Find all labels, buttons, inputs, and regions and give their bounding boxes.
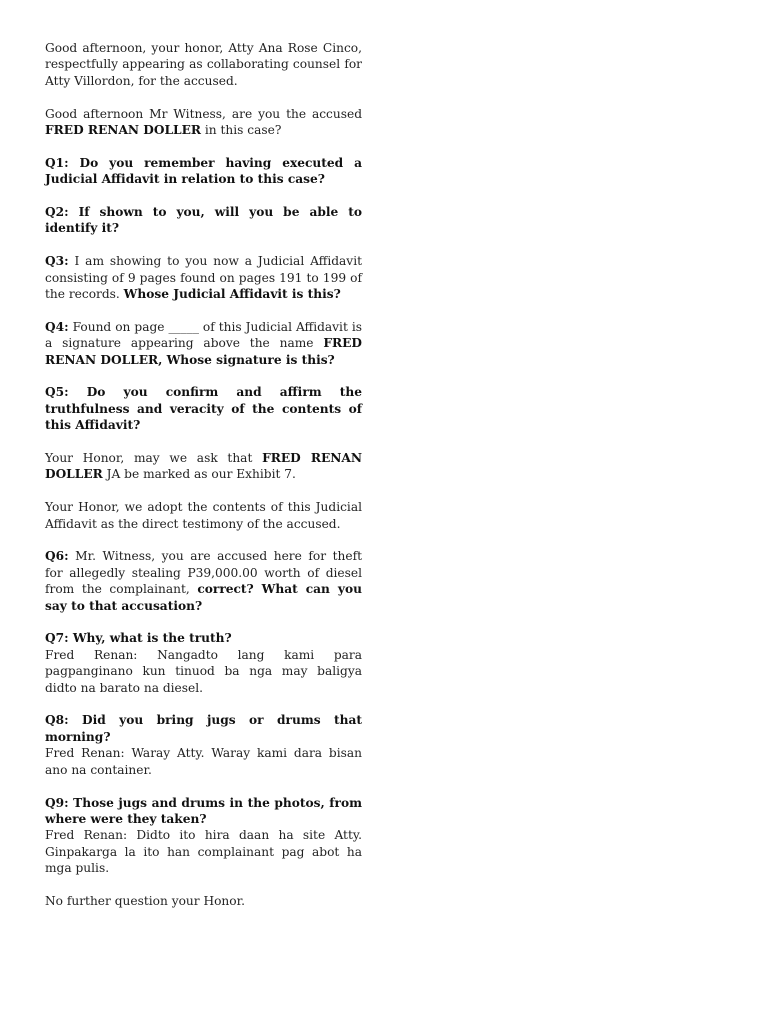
question-9: [45, 795, 362, 877]
question-9-text: Q9: Those jugs and drums in the photos, from where were they taken?: [45, 795, 362, 826]
question-1-text: Q1: Do you remember having executed a Judicial Affidavit in relation to this case?: [45, 155, 362, 187]
answer-8-text: Fred Renan: Waray Atty. Waray kami dara bisan ano na container.: [45, 746, 362, 777]
question-4-text: Found on page _____ of this Judicial Affidavit is a signature appearing above the name: [45, 319, 362, 351]
document-page: [45, 40, 362, 909]
question-3-text: I am showing to you now a Judicial Affidavit consisting of 9 pages found on pages 191 to 199 of the records.: [45, 254, 362, 302]
question-8-text: Q8: Did you bring jugs or drums that morning?: [45, 713, 362, 744]
accused-name: FRED RENAN DOLLER: [45, 123, 202, 138]
closing-text: No further question your Honor.: [45, 893, 245, 908]
adopt-text: Your Honor, we adopt the contents of this Judicial Affidavit as the direct testimony of the accused.: [45, 500, 362, 531]
question-6-label: Q6:: [45, 549, 69, 564]
question-8: [45, 712, 362, 778]
question-5-text: Q5: Do you confirm and affirm the truthfulness and veracity of the contents of this Affidavit?: [45, 385, 362, 433]
question-7: [45, 630, 362, 696]
exhibit-name: FRED RENAN DOLLER: [45, 451, 362, 482]
greeting-text-a: Good afternoon Mr Witness, are you the accused: [45, 106, 362, 121]
witness-greeting: [45, 106, 362, 139]
closing-statement: [45, 893, 362, 909]
opening-text: Good afternoon, your honor, Atty Ana Rose Cinco, respectfully appearing as collaborating counsel for Atty Villordon, for the accused.: [45, 41, 362, 88]
question-3-bold: Whose Judicial Affidavit is this?: [123, 287, 341, 302]
question-2-text: Q2: If shown to you, will you be able to identify it?: [45, 205, 362, 236]
exhibit-marking: [45, 450, 362, 483]
question-4-label: Q4:: [45, 319, 69, 334]
question-4-bold: FRED RENAN DOLLER, Whose signature is this?: [45, 336, 362, 367]
question-1: [45, 155, 362, 188]
question-3: [45, 253, 362, 302]
adopt-testimony: [45, 499, 362, 532]
question-2: [45, 204, 362, 237]
question-6-bold: correct? What can you say to that accusation?: [45, 582, 362, 613]
question-6: [45, 548, 362, 614]
exhibit-text-a: Your Honor, may we ask that: [45, 451, 263, 466]
exhibit-text-b: JA be marked as our Exhibit 7.: [102, 467, 296, 482]
answer-7-text: Fred Renan: Nangadto lang kami para pagpanginano kun tinuod ba nga may baligya didto na barato na diesel.: [45, 647, 362, 695]
question-6-text: Mr. Witness, you are accused here for theft for allegedly stealing P39,000.00 worth of diesel from the complainant,: [45, 549, 362, 597]
answer-9-text: Fred Renan: Didto ito hira daan ha site Atty. Ginpakarga la ito han complainant pag abot ha mga pulis.: [45, 828, 362, 876]
question-7-text: Q7: Why, what is the truth?: [45, 631, 232, 646]
question-5: [45, 384, 362, 433]
greeting-text-b: in this case?: [201, 123, 282, 138]
question-4: [45, 319, 362, 368]
opening-paragraph: [45, 40, 362, 89]
question-3-label: Q3:: [45, 254, 69, 269]
